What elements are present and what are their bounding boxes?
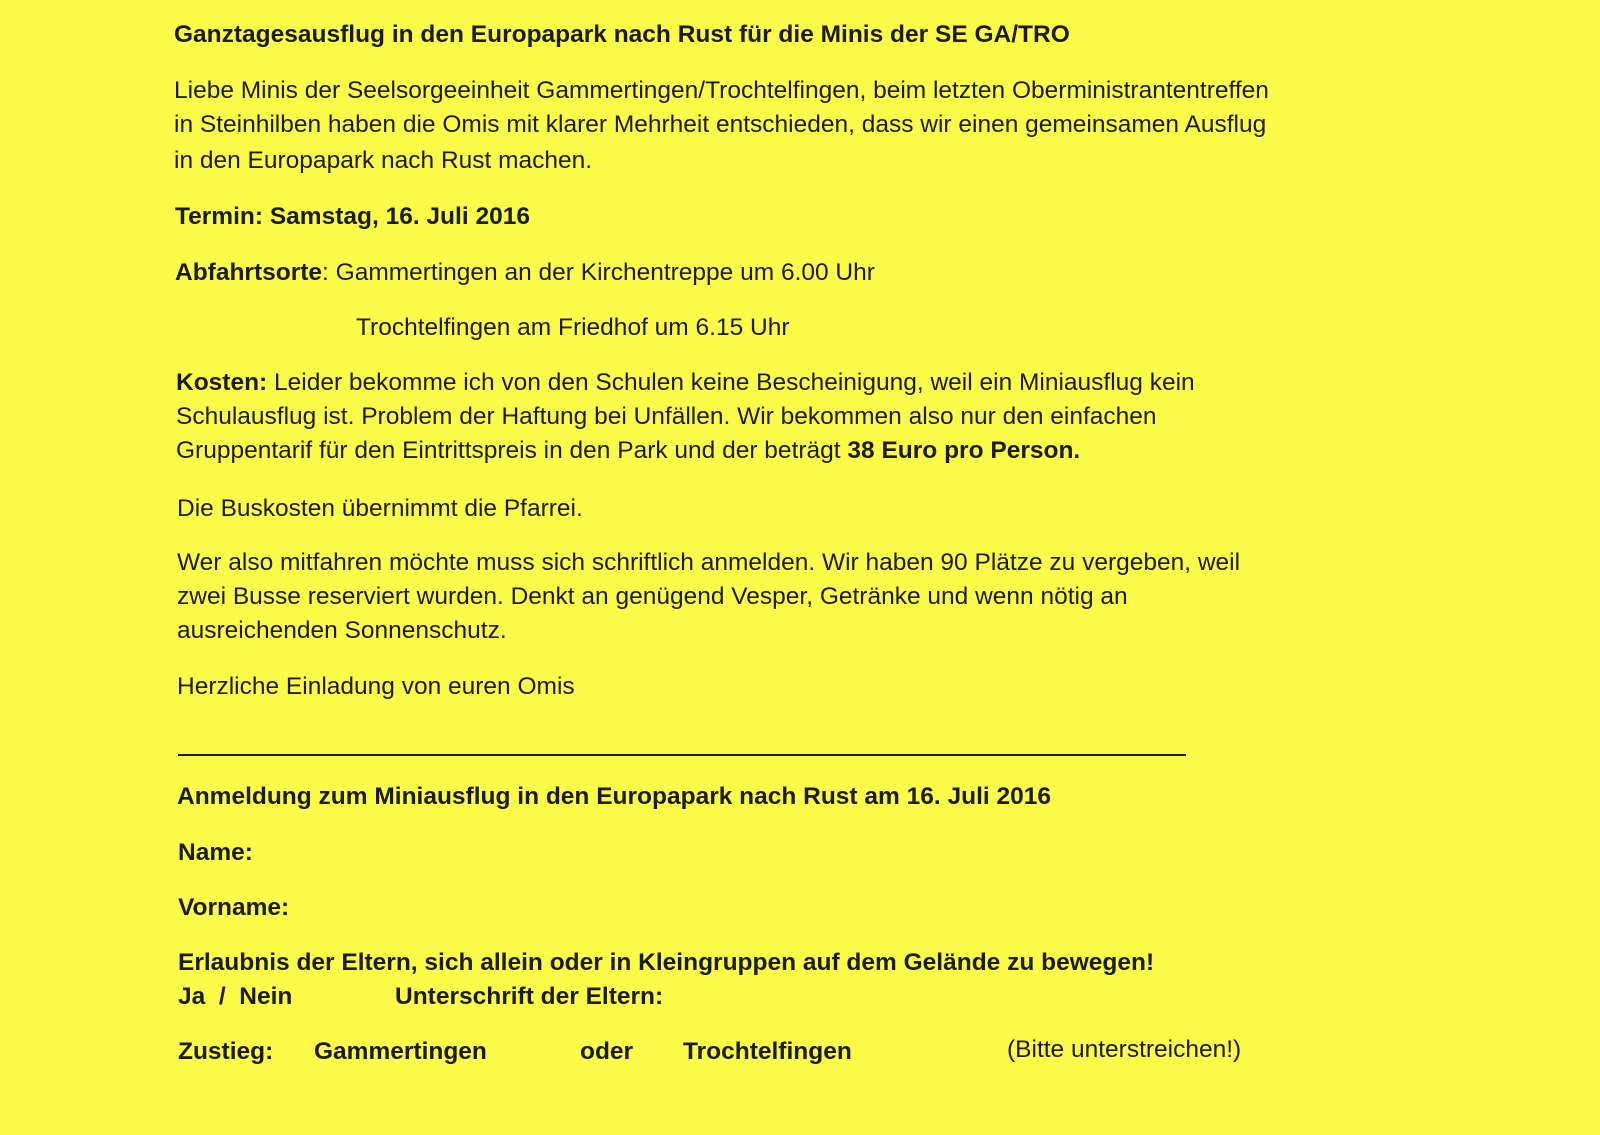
termin-date: Termin: Samstag, 16. Juli 2016 bbox=[175, 203, 530, 230]
kosten-label: Kosten: bbox=[176, 369, 268, 396]
intro-line-1: Liebe Minis der Seelsorgeeinheit Gammertingen/Trochtelfingen, beim letzten Oberministrantentreffen bbox=[174, 77, 1269, 104]
info-line-3: ausreichenden Sonnenschutz. bbox=[177, 617, 507, 644]
intro-line-2: in Steinhilben haben die Omis mit klarer Mehrheit entschieden, dass wir einen gemeinsamen Ausflug bbox=[174, 111, 1267, 138]
abfahrt-label: Abfahrtsorte bbox=[175, 259, 323, 286]
kosten-line-2: Schulausflug ist. Problem der Haftung bei Unfällen. Wir bekommen also nur den einfachen bbox=[176, 403, 1157, 430]
erlaubnis-text: Erlaubnis der Eltern, sich allein oder in Kleingruppen auf dem Gelände zu bewegen! bbox=[178, 949, 1155, 976]
vorname-label: Vorname: bbox=[178, 894, 290, 921]
abfahrt-separator: : bbox=[322, 259, 329, 286]
abfahrt-line-1 bbox=[175, 256, 875, 290]
info-line-2: zwei Busse reserviert wurden. Denkt an genügend Vesper, Getränke und wenn nötig an bbox=[177, 583, 1128, 610]
zustieg-label: Zustieg: bbox=[178, 1038, 274, 1065]
flyer-title: Ganztagesausflug in den Europapark nach Rust für die Minis der SE GA/TRO bbox=[174, 21, 1070, 48]
kosten-text-1: Leider bekomme ich von den Schulen keine Bescheinigung, weil ein Miniausflug kein bbox=[267, 369, 1195, 396]
kosten-line-1 bbox=[176, 366, 1195, 400]
intro-line-3: in den Europapark nach Rust machen. bbox=[174, 147, 593, 174]
cut-line-divider bbox=[178, 754, 1186, 756]
zustieg-option-trochtelfingen: Trochtelfingen bbox=[683, 1038, 852, 1065]
abfahrt-stop-trochtelfingen: Trochtelfingen am Friedhof um 6.15 Uhr bbox=[356, 314, 790, 341]
abfahrt-stop-gammertingen: Gammertingen an der Kirchentreppe um 6.00 Uhr bbox=[328, 259, 875, 286]
name-label: Name: bbox=[178, 839, 253, 866]
greeting-text: Herzliche Einladung von euren Omis bbox=[177, 673, 575, 700]
zustieg-option-gammertingen: Gammertingen bbox=[314, 1038, 487, 1065]
underline-hint: (Bitte unterstreichen!) bbox=[1007, 1036, 1242, 1063]
buskosten-text: Die Buskosten übernimmt die Pfarrei. bbox=[177, 495, 583, 522]
zustieg-oder: oder bbox=[580, 1038, 634, 1065]
kosten-line-3 bbox=[176, 434, 1080, 468]
form-heading: Anmeldung zum Miniausflug in den Europapark nach Rust am 16. Juli 2016 bbox=[177, 783, 1051, 810]
kosten-text-3: Gruppentarif für den Eintrittspreis in den Park und der beträgt bbox=[176, 437, 848, 464]
ja-nein-choice: Ja / Nein bbox=[178, 983, 293, 1010]
unterschrift-label: Unterschrift der Eltern: bbox=[395, 983, 664, 1010]
info-line-1: Wer also mitfahren möchte muss sich schriftlich anmelden. Wir haben 90 Plätze zu vergeben, weil bbox=[177, 549, 1241, 576]
kosten-price: 38 Euro pro Person. bbox=[847, 437, 1081, 464]
